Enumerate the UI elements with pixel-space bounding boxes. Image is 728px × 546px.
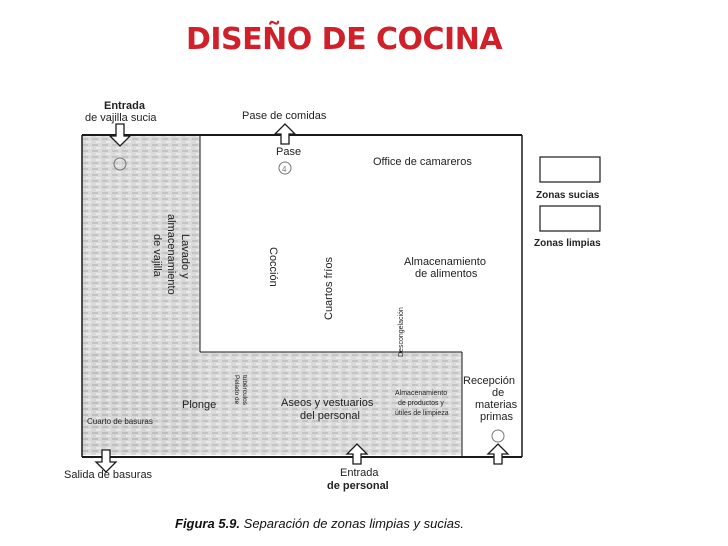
page-title: DISEÑO DE COCINA: [185, 22, 503, 57]
label-almacenamiento-alim-2: de alimentos: [415, 268, 478, 280]
label-aseos-1: Aseos y vestuarios: [281, 397, 374, 409]
label-salida-basuras: Salida de basuras: [64, 469, 153, 481]
caption-figure-number: Figura 5.9.: [175, 516, 241, 531]
arrow-pase-comidas: [275, 124, 295, 144]
label-entrada-vajilla-1: Entrada: [104, 100, 145, 112]
label-recepcion-4: primas: [480, 411, 514, 423]
label-entrada-personal-1: Entrada: [340, 467, 379, 479]
label-cuartos-frios: Cuartos fríos: [323, 257, 335, 320]
legend-box-limpias: [540, 206, 600, 231]
label-lavado-2: almacenamiento: [165, 214, 177, 295]
label-recepcion-3: materias: [475, 399, 518, 411]
label-recepcion-1: Recepción: [463, 375, 515, 387]
label-pelado-2: tubérculos: [241, 375, 248, 405]
label-almacenamiento-alim-1: Almacenamiento: [404, 256, 486, 268]
label-pase: Pase: [276, 146, 302, 158]
label-pelado-1: Pelado de: [233, 375, 240, 405]
label-plonge: Plonge: [182, 399, 217, 411]
legend-label-limpias: Zonas limpias: [534, 238, 601, 249]
legend-label-sucias: Zonas sucias: [536, 190, 600, 201]
label-aseos-2: del personal: [300, 410, 360, 422]
label-cuarto-basuras: Cuarto de basuras: [87, 417, 153, 426]
label-almac-prod-1: Almacenamiento: [395, 390, 448, 397]
kitchen-layout-figure: [52, 72, 638, 538]
kitchen-plan-svg: [52, 72, 638, 538]
dirty-zones: [82, 135, 462, 455]
label-office: Office de camareros: [373, 156, 472, 168]
figure-caption: [175, 516, 464, 531]
label-almac-prod-2: de productos y: [398, 400, 444, 407]
label-almac-prod-3: útiles de limpieza: [395, 410, 449, 417]
label-pase-comidas: Pase de comidas: [242, 110, 327, 122]
label-entrada-personal-2: de personal: [327, 480, 389, 492]
arrow-recepcion: [488, 444, 508, 464]
label-recepcion-2: de: [492, 387, 505, 399]
label-coccion: Cocción: [267, 247, 279, 287]
label-pase-num: 4: [282, 165, 287, 174]
label-descongelacion: Descongelación: [398, 307, 405, 357]
label-entrada-vajilla-2: de vajilla sucia: [85, 112, 157, 124]
caption-text: Separación de zonas limpias y sucias.: [243, 516, 465, 531]
label-lavado-3: de vajilla: [151, 234, 163, 277]
legend-box-sucias: [540, 157, 600, 182]
label-lavado-1: Lavado y: [179, 234, 191, 279]
recepcion-marker: [492, 430, 504, 442]
